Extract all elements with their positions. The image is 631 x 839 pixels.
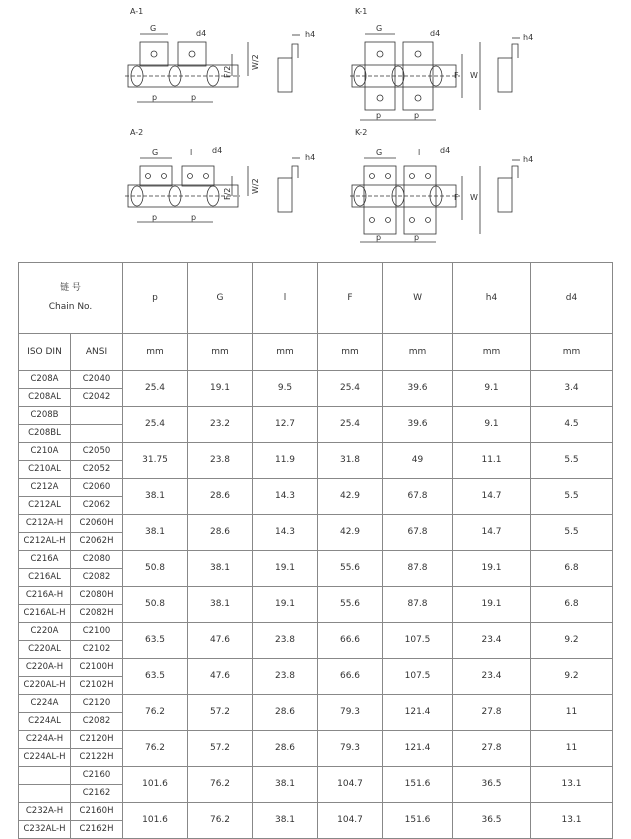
col-header-p: p — [123, 263, 188, 334]
drawing-a1-title: A-1 — [130, 7, 144, 16]
drawing-a2-w2: W/2 — [251, 178, 260, 194]
value-cell: 42.9 — [318, 479, 383, 515]
value-cell: 9.1 — [453, 407, 531, 443]
value-cell: 36.5 — [453, 803, 531, 839]
drawing-a1-f2: F/2 — [223, 65, 232, 78]
iso-din-cell: C210AL — [19, 461, 71, 479]
iso-din-cell: C220A-H — [19, 659, 71, 677]
value-cell: 107.5 — [383, 623, 453, 659]
value-cell: 14.7 — [453, 515, 531, 551]
value-cell: 39.6 — [383, 371, 453, 407]
drawing-k2-d4: d4 — [440, 146, 451, 155]
drawing-a1-g: G — [150, 24, 157, 33]
value-cell: 5.5 — [531, 443, 613, 479]
drawing-k2-f: F — [454, 193, 459, 202]
value-cell: 9.2 — [531, 659, 613, 695]
ansi-cell: C2042 — [71, 389, 123, 407]
value-cell: 107.5 — [383, 659, 453, 695]
value-cell: 151.6 — [383, 767, 453, 803]
value-cell: 121.4 — [383, 731, 453, 767]
ansi-cell: C2102 — [71, 641, 123, 659]
value-cell: 28.6 — [253, 695, 318, 731]
iso-din-cell: C208B — [19, 407, 71, 425]
iso-din-header: ISO DIN — [19, 334, 71, 371]
value-cell: 55.6 — [318, 551, 383, 587]
value-cell: 63.5 — [123, 659, 188, 695]
value-cell: 101.6 — [123, 767, 188, 803]
value-cell: 19.1 — [453, 587, 531, 623]
value-cell: 12.7 — [253, 407, 318, 443]
value-cell: 19.1 — [253, 551, 318, 587]
ansi-cell: C2120 — [71, 695, 123, 713]
drawing-a2 — [125, 128, 315, 222]
drawing-a1-w2: W/2 — [251, 54, 260, 70]
ansi-cell: C2040 — [71, 371, 123, 389]
value-cell: 6.8 — [531, 551, 613, 587]
value-cell: 49 — [383, 443, 453, 479]
value-cell: 6.8 — [531, 587, 613, 623]
iso-din-cell: C208AL — [19, 389, 71, 407]
ansi-cell: C2082 — [71, 569, 123, 587]
value-cell: 101.6 — [123, 803, 188, 839]
value-cell: 14.3 — [253, 479, 318, 515]
col-header-l: l — [253, 263, 318, 334]
drawing-a2-title: A-2 — [130, 128, 144, 137]
iso-din-cell: C208A — [19, 371, 71, 389]
drawing-a1-h4: h4 — [305, 30, 316, 39]
value-cell: 23.4 — [453, 623, 531, 659]
drawing-a1-p2: p — [191, 93, 197, 102]
table-row — [19, 587, 613, 605]
col-header-h4: h4 — [453, 263, 531, 334]
ansi-cell: C2160 — [71, 767, 123, 785]
drawing-k1-title: K-1 — [355, 7, 368, 16]
spec-table — [18, 262, 613, 839]
unit-cell: mm — [123, 334, 188, 371]
value-cell: 50.8 — [123, 551, 188, 587]
value-cell: 38.1 — [123, 479, 188, 515]
drawing-a2-h4: h4 — [305, 153, 316, 162]
value-cell: 13.1 — [531, 803, 613, 839]
value-cell: 19.1 — [453, 551, 531, 587]
ansi-cell: C2062 — [71, 497, 123, 515]
header-row — [19, 263, 613, 334]
table-row — [19, 551, 613, 569]
drawing-k2-l: l — [418, 148, 421, 157]
value-cell: 76.2 — [123, 695, 188, 731]
value-cell: 5.5 — [531, 515, 613, 551]
drawing-k2-w: W — [470, 193, 478, 202]
value-cell: 23.8 — [253, 623, 318, 659]
iso-din-cell: C216AL — [19, 569, 71, 587]
value-cell: 19.1 — [253, 587, 318, 623]
value-cell: 76.2 — [188, 767, 253, 803]
value-cell: 31.8 — [318, 443, 383, 479]
value-cell: 87.8 — [383, 551, 453, 587]
drawing-k1 — [350, 7, 533, 120]
ansi-cell: C2120H — [71, 731, 123, 749]
ansi-cell: C2082H — [71, 605, 123, 623]
value-cell: 23.8 — [188, 443, 253, 479]
col-header-g: G — [188, 263, 253, 334]
unit-cell: mm — [253, 334, 318, 371]
col-header-w: W — [383, 263, 453, 334]
ansi-cell — [71, 425, 123, 443]
value-cell: 14.3 — [253, 515, 318, 551]
iso-din-cell: C216A — [19, 551, 71, 569]
drawing-k1-f: F — [454, 71, 459, 80]
value-cell: 38.1 — [123, 515, 188, 551]
ansi-cell: C2100H — [71, 659, 123, 677]
drawing-k2-h4: h4 — [523, 155, 534, 164]
iso-din-cell: C216AL-H — [19, 605, 71, 623]
unit-row — [19, 334, 613, 371]
value-cell: 9.2 — [531, 623, 613, 659]
ansi-cell: C2162 — [71, 785, 123, 803]
value-cell: 57.2 — [188, 731, 253, 767]
value-cell: 23.4 — [453, 659, 531, 695]
value-cell: 57.2 — [188, 695, 253, 731]
drawing-a2-f2: F/2 — [223, 187, 232, 200]
unit-cell: mm — [318, 334, 383, 371]
value-cell: 11.1 — [453, 443, 531, 479]
value-cell: 66.6 — [318, 659, 383, 695]
value-cell: 38.1 — [253, 767, 318, 803]
drawing-a2-d4: d4 — [212, 146, 223, 155]
value-cell: 42.9 — [318, 515, 383, 551]
drawing-k1-g: G — [376, 24, 383, 33]
value-cell: 27.8 — [453, 731, 531, 767]
drawing-k2-g: G — [376, 148, 383, 157]
chain-no-cn: 链 号 — [60, 283, 81, 293]
col-header-d4: d4 — [531, 263, 613, 334]
table-row — [19, 803, 613, 821]
ansi-cell: C2162H — [71, 821, 123, 839]
ansi-cell: C2060H — [71, 515, 123, 533]
table-row — [19, 371, 613, 389]
ansi-cell: C2060 — [71, 479, 123, 497]
value-cell: 38.1 — [188, 551, 253, 587]
iso-din-cell: C220AL — [19, 641, 71, 659]
value-cell: 25.4 — [318, 407, 383, 443]
spec-table-body — [19, 263, 613, 839]
value-cell: 23.2 — [188, 407, 253, 443]
drawing-a2-p1: p — [152, 213, 158, 222]
value-cell: 25.4 — [123, 407, 188, 443]
ansi-cell: C2102H — [71, 677, 123, 695]
iso-din-cell: C224AL — [19, 713, 71, 731]
value-cell: 47.6 — [188, 623, 253, 659]
table-row — [19, 623, 613, 641]
drawing-a1-d4: d4 — [196, 29, 207, 38]
iso-din-cell: C216A-H — [19, 587, 71, 605]
value-cell: 31.75 — [123, 443, 188, 479]
drawing-a1 — [125, 7, 315, 102]
value-cell: 27.8 — [453, 695, 531, 731]
table-row — [19, 695, 613, 713]
value-cell: 25.4 — [318, 371, 383, 407]
value-cell: 151.6 — [383, 803, 453, 839]
attachment-drawings — [0, 0, 631, 250]
ansi-cell: C2050 — [71, 443, 123, 461]
drawing-a2-g: G — [152, 148, 159, 157]
unit-cell: mm — [453, 334, 531, 371]
value-cell: 67.8 — [383, 479, 453, 515]
iso-din-cell: C232AL-H — [19, 821, 71, 839]
ansi-cell: C2062H — [71, 533, 123, 551]
iso-din-cell: C210A — [19, 443, 71, 461]
iso-din-cell: C212A — [19, 479, 71, 497]
unit-cell: mm — [188, 334, 253, 371]
table-row — [19, 479, 613, 497]
drawing-k2-p2: p — [414, 233, 420, 242]
drawing-a1-p1: p — [152, 93, 158, 102]
value-cell: 11.9 — [253, 443, 318, 479]
unit-cell: mm — [383, 334, 453, 371]
ansi-cell: C2160H — [71, 803, 123, 821]
iso-din-cell: C224A-H — [19, 731, 71, 749]
drawing-a2-l: l — [190, 148, 193, 157]
iso-din-cell: C212A-H — [19, 515, 71, 533]
value-cell: 4.5 — [531, 407, 613, 443]
drawing-k1-h4: h4 — [523, 33, 534, 42]
value-cell: 47.6 — [188, 659, 253, 695]
value-cell: 38.1 — [253, 803, 318, 839]
value-cell: 104.7 — [318, 767, 383, 803]
value-cell: 28.6 — [253, 731, 318, 767]
value-cell: 66.6 — [318, 623, 383, 659]
table-row — [19, 443, 613, 461]
value-cell: 5.5 — [531, 479, 613, 515]
value-cell: 79.3 — [318, 731, 383, 767]
drawing-k2-p1: p — [376, 233, 382, 242]
unit-cell: mm — [531, 334, 613, 371]
value-cell: 36.5 — [453, 767, 531, 803]
iso-din-cell: C212AL — [19, 497, 71, 515]
value-cell: 104.7 — [318, 803, 383, 839]
iso-din-cell: C208BL — [19, 425, 71, 443]
iso-din-cell: C220A — [19, 623, 71, 641]
value-cell: 11 — [531, 731, 613, 767]
value-cell: 87.8 — [383, 587, 453, 623]
drawing-a2-p2: p — [191, 213, 197, 222]
table-row — [19, 515, 613, 533]
chain-no-en: Chain No. — [48, 302, 93, 312]
ansi-header: ANSI — [71, 334, 123, 371]
value-cell: 39.6 — [383, 407, 453, 443]
value-cell: 9.1 — [453, 371, 531, 407]
table-row — [19, 767, 613, 785]
drawing-k2-title: K-2 — [355, 128, 368, 137]
table-row — [19, 407, 613, 425]
table-row — [19, 731, 613, 749]
value-cell: 25.4 — [123, 371, 188, 407]
col-header-f: F — [318, 263, 383, 334]
ansi-cell: C2080 — [71, 551, 123, 569]
drawing-k1-p2: p — [414, 111, 420, 120]
iso-din-cell: C232A-H — [19, 803, 71, 821]
ansi-cell: C2082 — [71, 713, 123, 731]
value-cell: 55.6 — [318, 587, 383, 623]
value-cell: 63.5 — [123, 623, 188, 659]
value-cell: 13.1 — [531, 767, 613, 803]
ansi-cell: C2122H — [71, 749, 123, 767]
value-cell: 14.7 — [453, 479, 531, 515]
value-cell: 28.6 — [188, 515, 253, 551]
drawing-k1-d4: d4 — [430, 29, 441, 38]
value-cell: 50.8 — [123, 587, 188, 623]
iso-din-cell — [19, 767, 71, 785]
value-cell: 28.6 — [188, 479, 253, 515]
value-cell: 9.5 — [253, 371, 318, 407]
ansi-cell: C2080H — [71, 587, 123, 605]
drawing-k1-w: W — [470, 71, 478, 80]
value-cell: 67.8 — [383, 515, 453, 551]
value-cell: 79.3 — [318, 695, 383, 731]
value-cell: 19.1 — [188, 371, 253, 407]
ansi-cell: C2052 — [71, 461, 123, 479]
value-cell: 3.4 — [531, 371, 613, 407]
value-cell: 76.2 — [188, 803, 253, 839]
chain-no-header — [19, 263, 123, 334]
ansi-cell: C2100 — [71, 623, 123, 641]
iso-din-cell: C212AL-H — [19, 533, 71, 551]
value-cell: 23.8 — [253, 659, 318, 695]
value-cell: 38.1 — [188, 587, 253, 623]
ansi-cell — [71, 407, 123, 425]
drawing-k1-p1: p — [376, 111, 382, 120]
iso-din-cell — [19, 785, 71, 803]
value-cell: 121.4 — [383, 695, 453, 731]
value-cell: 11 — [531, 695, 613, 731]
table-row — [19, 659, 613, 677]
drawing-k2 — [350, 128, 533, 242]
value-cell: 76.2 — [123, 731, 188, 767]
iso-din-cell: C220AL-H — [19, 677, 71, 695]
iso-din-cell: C224AL-H — [19, 749, 71, 767]
iso-din-cell: C224A — [19, 695, 71, 713]
